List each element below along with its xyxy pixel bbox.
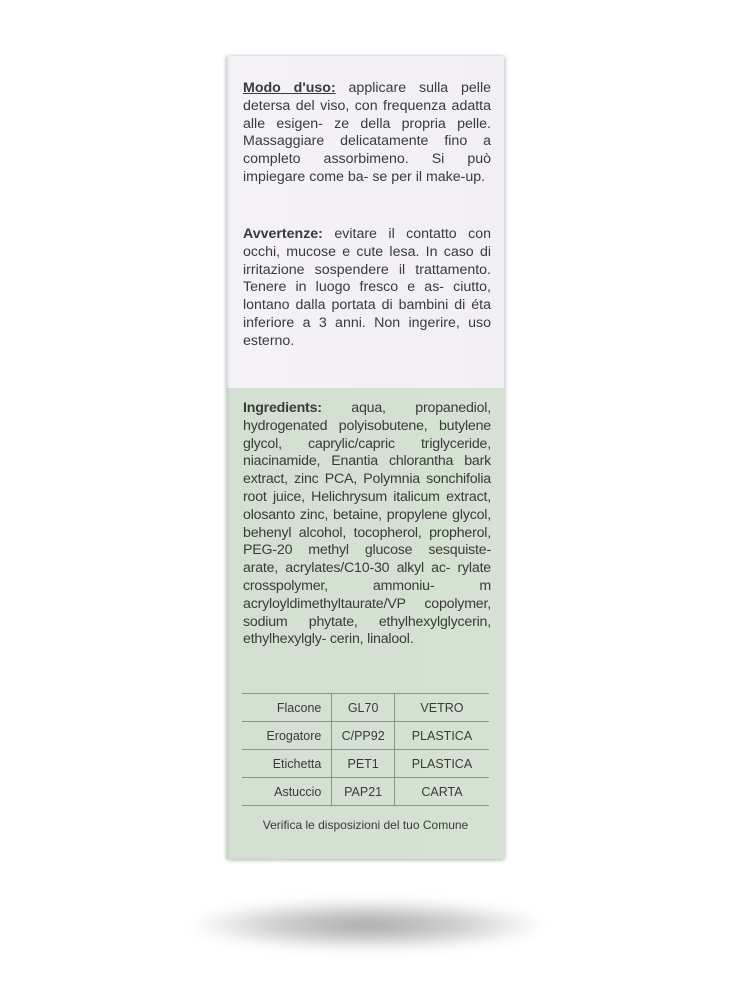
component-cell: Erogatore [242,722,332,750]
material-cell: VETRO [394,694,489,722]
component-cell: Flacone [242,694,332,722]
bottom-panel [227,388,504,859]
product-box [227,56,504,859]
recycling-table [242,693,489,806]
top-panel [227,56,504,388]
box-edge [227,56,230,859]
warnings-section [243,226,491,351]
material-cell: PLASTICA [394,750,489,778]
ingredients-label: Ingredients: [243,400,322,416]
code-cell: C/PP92 [332,722,395,750]
code-cell: PET1 [332,750,395,778]
ingredients-section [243,400,491,649]
table-row [242,778,489,806]
code-cell: GL70 [332,694,395,722]
warnings-label: Avvertenze: [243,226,323,242]
warnings-text: evitare il contatto con occhi, mucose e cute lesa. In caso di irritazione sospendere il trattamento. Tenere in luogo fresco e as- ciutto, lontano dalla portata di bambini di éta inferiore a 3 anni. Non ingerire, uso esterno. [243,226,491,349]
recycling-footer: Verifica le disposizioni del tuo Comune [262,818,469,832]
ingredients-text: aqua, propanediol, hydrogenated polyisobutene, butylene glycol, caprylic/capric triglyceride, niacinamide, Enantia chlorantha bark extract, zinc PCA, Polymnia sonchifolia root juice, Helichrysum italicum extract, olosanto zinc, betaine, propylene glycol, behenyl alcohol, tocopherol, propherol, PEG-20 methyl glucose sesquiste- arate, acrylates/C10-30 alkyl ac- rylate crosspolymer, ammoniu- m acryloyldimethyltaurate/VP copolymer, sodium phytate, ethylhexylglycerin, ethylhexylgly- cerin, linalool. [243,400,491,648]
component-cell: Etichetta [242,750,332,778]
material-cell: CARTA [394,778,489,806]
table-row [242,750,489,778]
floor-shadow [190,900,545,950]
usage-text: applicare sulla pelle detersa del viso, con frequenza adatta alle esigen- ze della propria pelle. Massaggiare delicatamente fino a completo assorbimeno. Si può impiegare come ba- se per il make-up. [243,80,491,185]
component-cell: Astuccio [242,778,332,806]
table-row [242,694,489,722]
usage-section [243,80,491,187]
table-row [242,722,489,750]
code-cell: PAP21 [332,778,395,806]
usage-label: Modo d'uso: [243,80,336,96]
material-cell: PLASTICA [394,722,489,750]
